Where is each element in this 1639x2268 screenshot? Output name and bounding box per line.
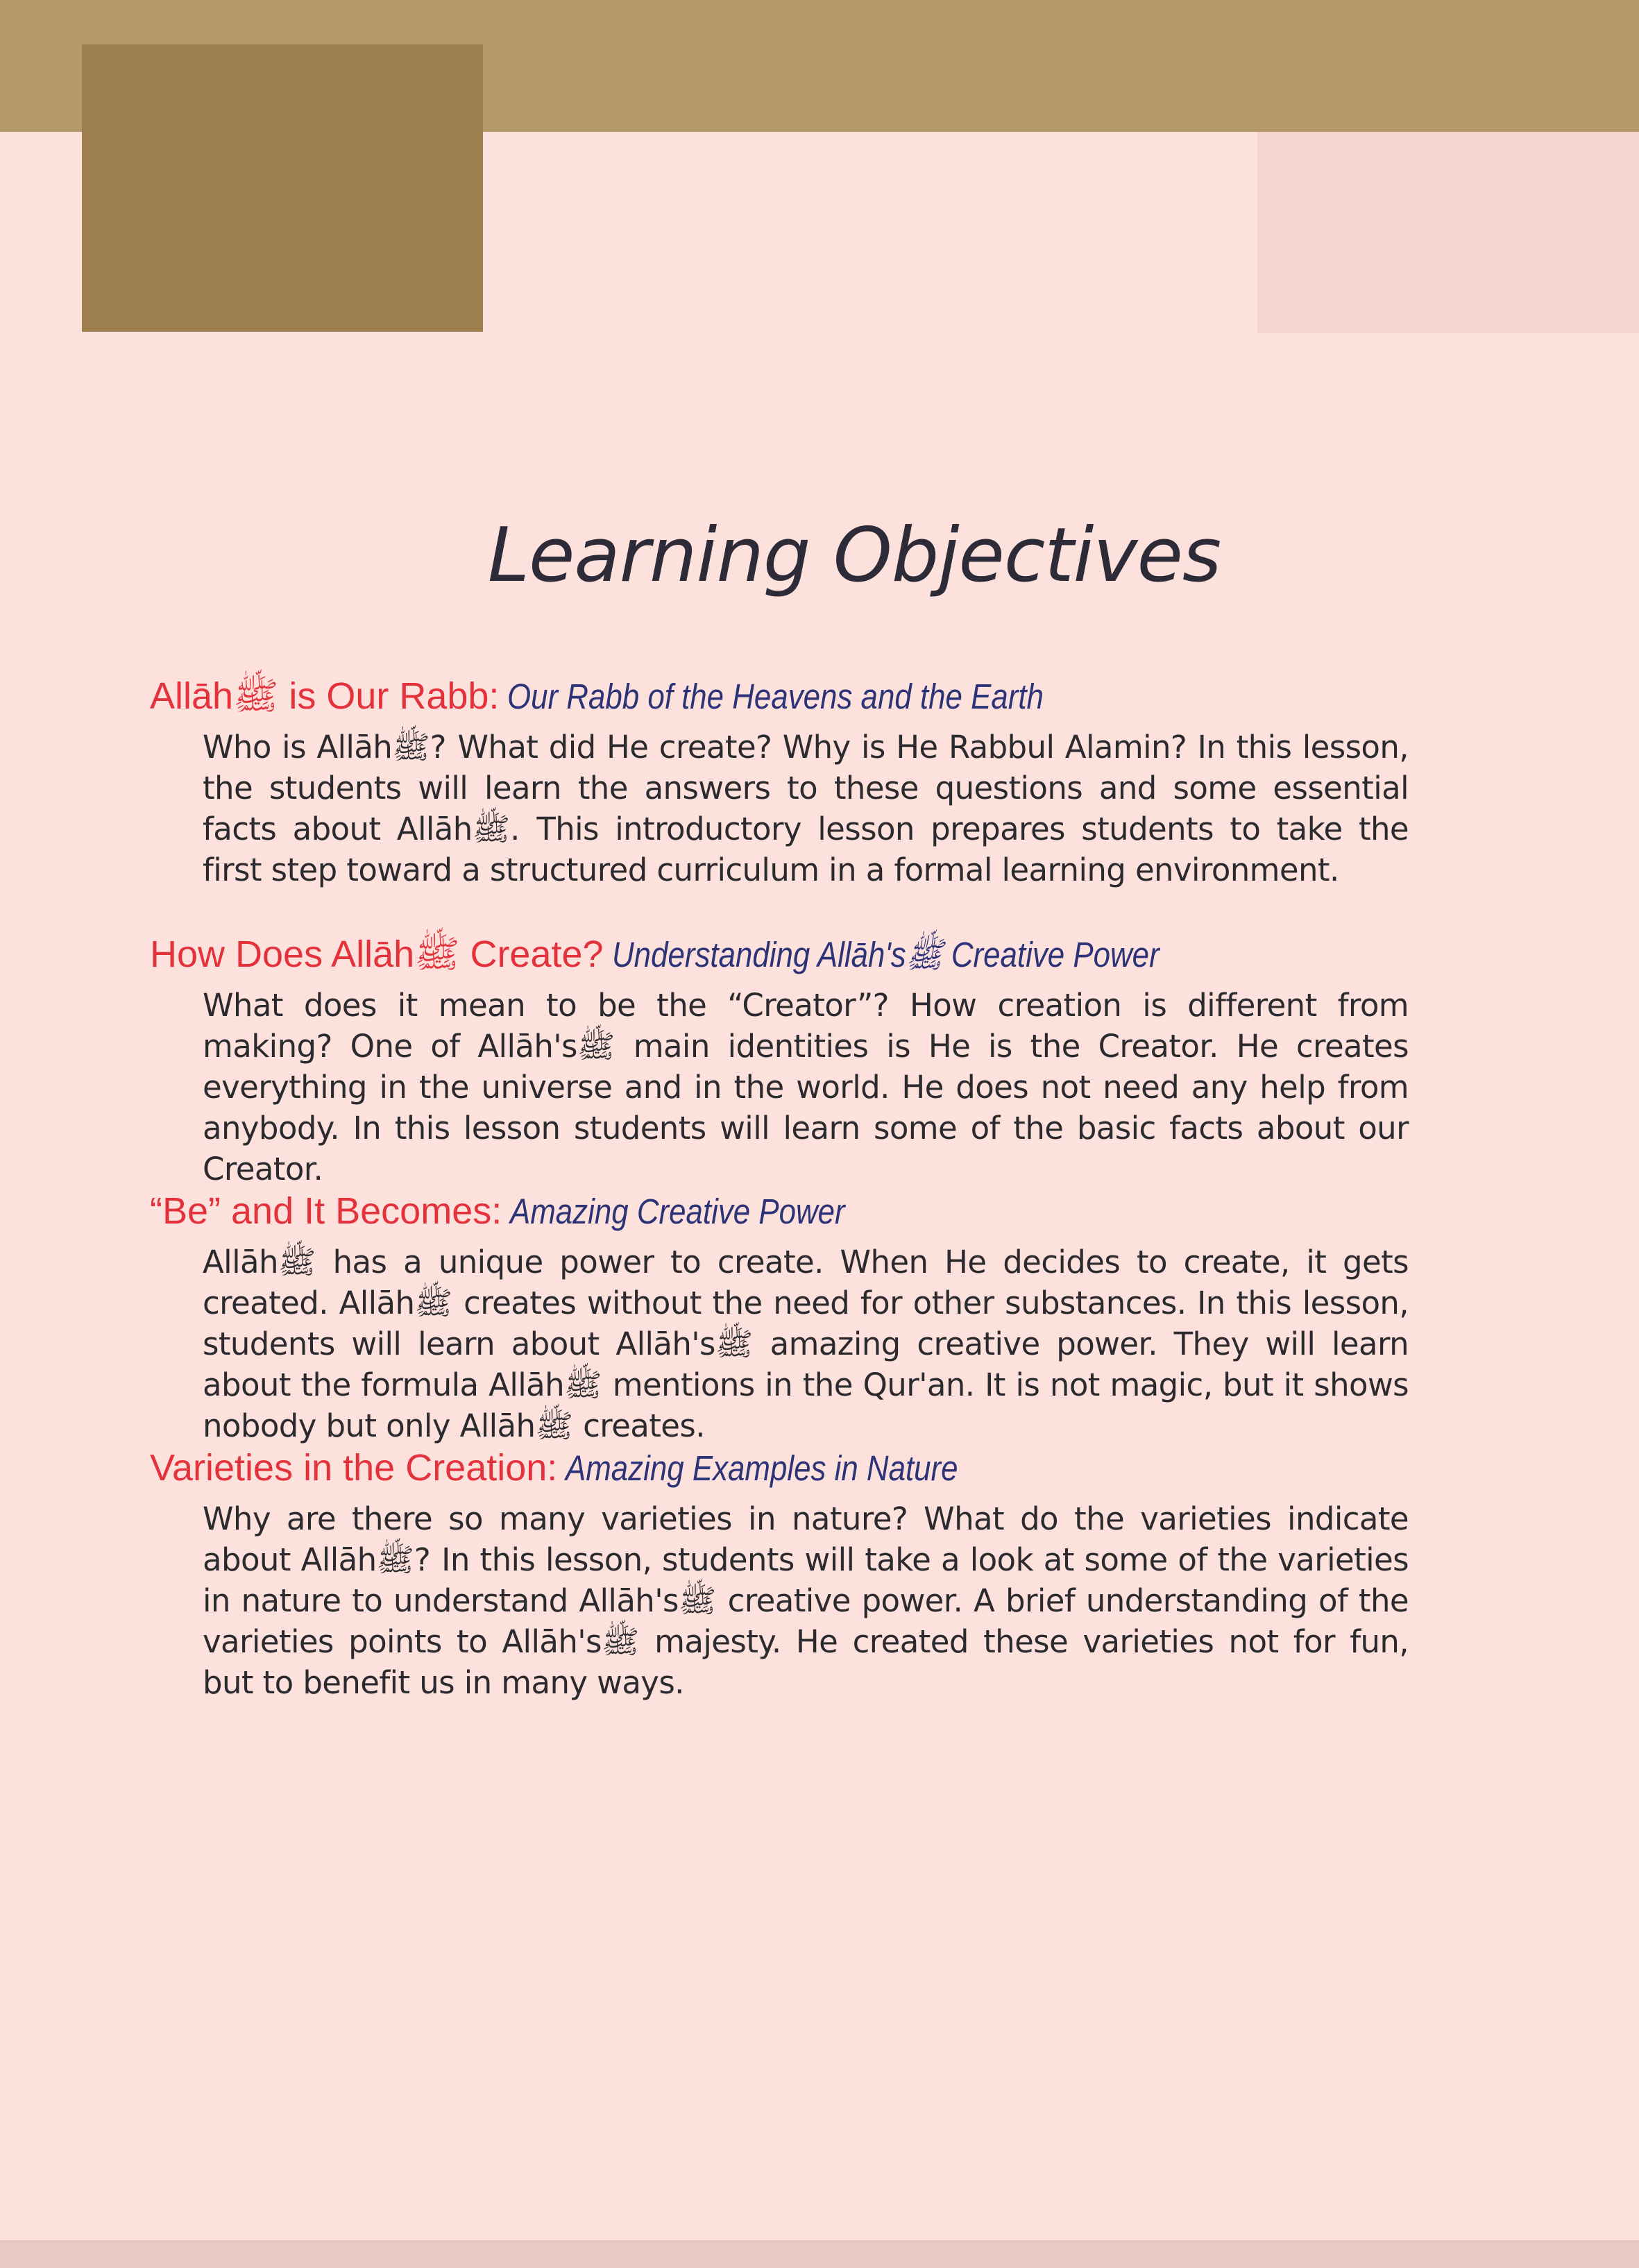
lesson-1-heading	[0, 672, 1639, 721]
lesson-1-title: Allāhﷺ is Our Rabb:	[150, 675, 500, 717]
lesson-4-heading	[0, 1444, 1639, 1493]
corner-color-block	[82, 44, 483, 332]
bottom-edge-band	[0, 2240, 1639, 2268]
lesson-2-description: What does it mean to be the “Creator”? How creation is different from making? One of Allāh'sﷺ main identities is He is the Creator. He creates everything in the universe and in the world. He does not need any help from anybody. In this lesson students will learn some of the basic facts about our Creator.	[203, 987, 1409, 1187]
lesson-3-subtitle: Amazing Creative Power	[510, 1192, 845, 1231]
bleed-through-panel	[1257, 132, 1639, 333]
lesson-4-description: Why are there so many varieties in nature? What do the varieties indicate about Allāhﷺ? In this lesson, students will take a look at some of the varieties in nature to understand Allāh'sﷺ creative power. A brief understanding of the varieties points to Allāh'sﷺ majesty. He created these varieties not for fun, but to benefit us in many ways.	[203, 1500, 1409, 1701]
lesson-1-description: Who is Allāhﷺ? What did He create? Why is He Rabbul Alamin? In this lesson, the students will learn the answers to these questions and some essential facts about Allāhﷺ. This introductory lesson prepares students to take the first step toward a structured curriculum in a formal learning environment.	[203, 729, 1409, 888]
lesson-3-title: “Be” and It Becomes:	[150, 1190, 502, 1232]
lesson-1-subtitle: Our Rabb of the Heavens and the Earth	[507, 677, 1044, 716]
lesson-4-subtitle: Amazing Examples in Nature	[566, 1448, 958, 1488]
lesson-2	[0, 930, 1639, 1190]
lesson-4-title: Varieties in the Creation:	[150, 1447, 558, 1489]
lesson-2-subtitle: Understanding Allāh'sﷺ Creative Power	[611, 935, 1160, 974]
lesson-3-heading	[0, 1187, 1639, 1236]
lesson-1	[0, 672, 1639, 890]
lesson-4	[0, 1444, 1639, 1703]
page-title: Learning Objectives	[487, 512, 1221, 599]
lesson-2-title: How Does Allāhﷺ Create?	[150, 933, 604, 975]
lesson-3-description: Allāhﷺ has a unique power to create. When He decides to create, it gets created. Allāhﷺ creates without the need for other substances. In this lesson, students will learn about Allāh'sﷺ amazing creative power. They will learn about the formula Allāhﷺ mentions in the Qur'an. It is not magic, but it shows nobody but only Allāhﷺ creates.	[203, 1244, 1409, 1444]
lesson-2-heading	[0, 930, 1639, 979]
lesson-3	[0, 1187, 1639, 1446]
